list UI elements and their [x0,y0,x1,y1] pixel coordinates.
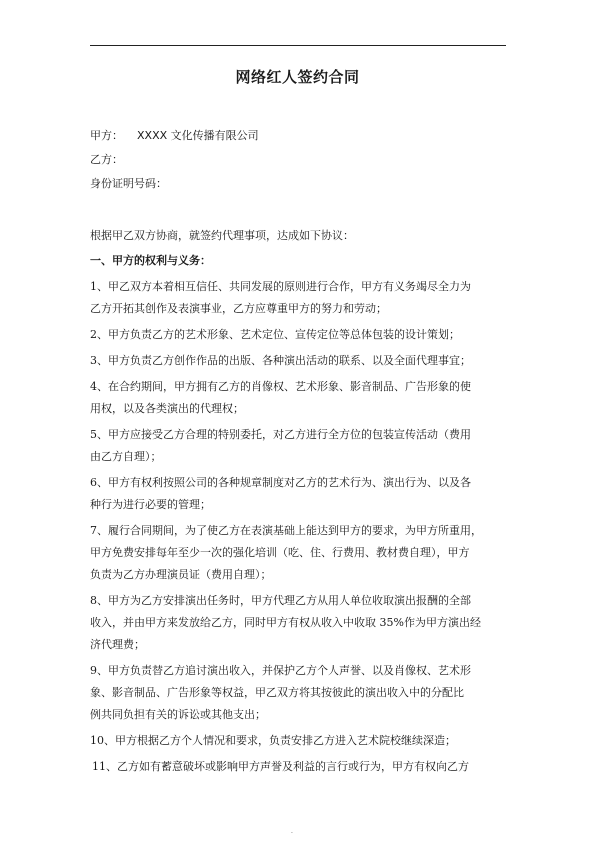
clause-line: 4、在合约期间，甲方拥有乙方的肖像权、艺术形象、影音制品、广告形象的使 [90,380,471,393]
party-a-row [90,124,510,148]
party-b-label: 乙方： [90,153,123,166]
clause-line: 收入，并由甲方来发放给乙方，同时甲方有权从收入中收取 35%作为甲方演出经 [90,616,481,629]
page-title: 网络红人签约合同 [235,68,360,86]
party-a-name: XXXX 文化传播有限公司 [137,129,259,142]
clause-line: 11、乙方如有蓄意破坏或影响甲方声誉及利益的言行或行为，甲方有权向乙方 [92,760,469,773]
clause-list [90,276,510,782]
clause-item [90,472,510,519]
party-b-row [90,148,510,172]
party-a-label: 甲方： [90,129,123,142]
clause-item [90,376,510,423]
clause-line: 由乙方自理）； [90,450,162,463]
clause-line: 3、甲方负责乙方创作作品的出版、各种演出活动的联系、以及全面代理事宜； [90,354,471,367]
clause-line: 用权，以及各类演出的代理权； [90,402,244,415]
clause-line: 乙方开拓其创作及表演事业，乙方应尊重甲方的努力和劳动； [90,302,387,315]
clause-line: 10、甲方根据乙方个人情况和要求，负责安排乙方进入艺术院校继续深造； [90,734,456,747]
clause-item [92,756,510,781]
intro-paragraph: 根据甲乙双方协商，就签约代理事项，达成如下协议： [90,229,354,242]
clause-line: 负责为乙方办理演员证（费用自理）； [90,568,272,581]
clause-line: 7、履行合同期间，为了使乙方在表演基础上能达到甲方的要求，为甲方所重用， [90,524,482,537]
clause-line: 9、甲方负责替乙方追讨演出收入，并保护乙方个人声誉、以及肖像权、艺术形 [90,664,471,677]
clause-line: 1、甲乙双方本着相互信任、共同发展的原则进行合作，甲方有义务竭尽全力为 [90,280,471,293]
clause-item [90,660,510,729]
clause-line: 5、甲方应接受乙方合理的特别委托，对乙方进行全方位的包装宣传活动（费用 [90,428,471,441]
clause-line: 象、影音制品、广告形象等权益，甲乙双方将其按彼此的演出收入中的分配比 [90,686,464,699]
section-heading: 一、甲方的权利与义务： [90,254,211,267]
party-info [90,124,510,196]
clause-line: 2、甲方负责乙方的艺术形象、艺术定位、宣传定位等总体包装的设计策划； [90,328,460,341]
clause-item [90,324,510,349]
id-label: 身份证明号码： [90,177,167,190]
clause-item [90,730,510,755]
clause-item [90,590,510,659]
clause-line: 甲方免费安排每年至少一次的强化培训（吃、住、行费用、教材费自理），甲方 [90,546,470,559]
header-rule [90,45,506,46]
clause-item [90,520,510,589]
clause-item [90,276,510,323]
clause-line: 6、甲方有权利按照公司的各种规章制度对乙方的艺术行为、演出行为、以及各 [90,476,471,489]
clause-line: 济代理费； [90,638,145,651]
clause-item [90,424,510,471]
clause-line: 8、甲方为乙方安排演出任务时，甲方代理乙方从用人单位收取演出报酬的全部 [90,594,471,607]
clause-line: 例共同负担有关的诉讼或其他支出； [90,708,266,721]
clause-line: 种行为进行必要的管理； [90,498,211,511]
id-row [90,172,510,196]
clause-item [90,350,510,375]
page-number-mark: · [291,830,293,837]
